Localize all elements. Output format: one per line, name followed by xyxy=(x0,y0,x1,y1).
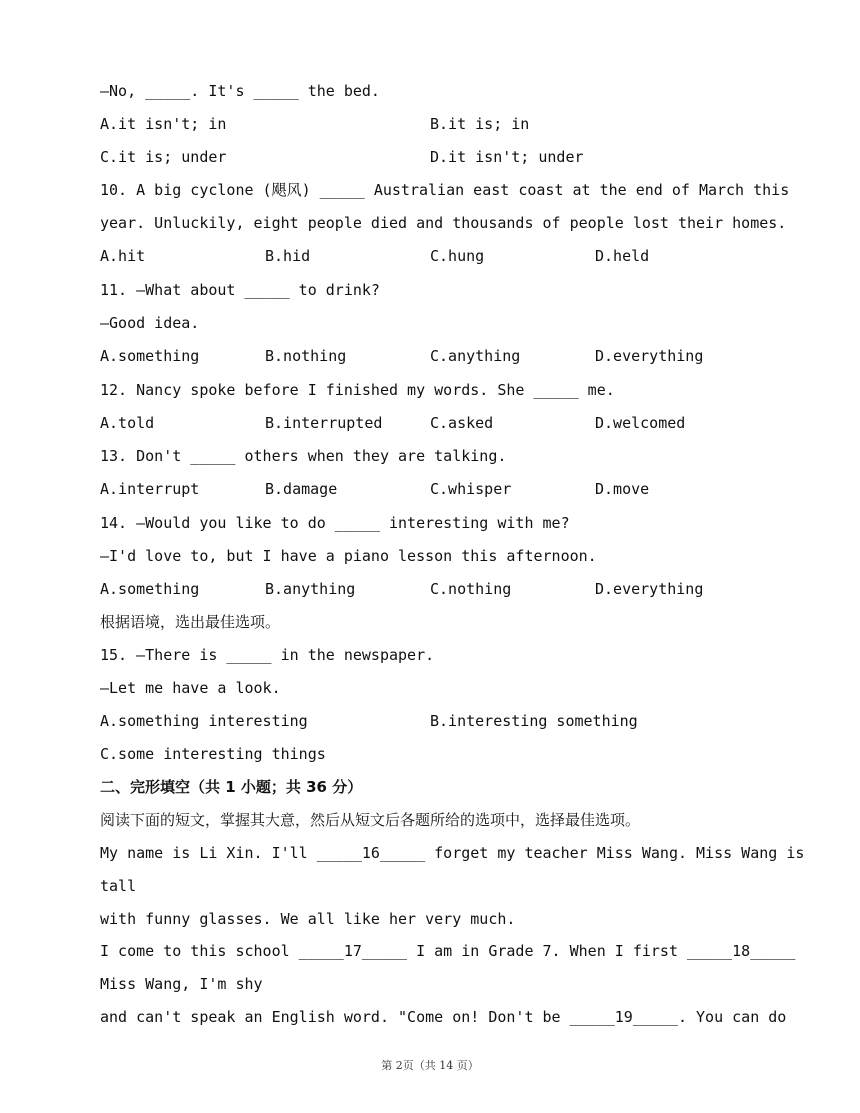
q15-option-b: B.interesting something xyxy=(430,712,638,730)
q11-response: —Good idea. xyxy=(100,314,200,332)
q11-stem: 11. —What about _____ to drink? xyxy=(100,281,380,299)
q14-option-c: C.nothing xyxy=(430,580,512,598)
q14-option-a: A.something xyxy=(100,580,200,598)
q14-response: —I'd love to, but I have a piano lesson this afternoon. xyxy=(100,547,597,565)
q12-option-b: B.interrupted xyxy=(265,414,383,432)
q11-option-b: B.nothing xyxy=(265,347,347,365)
q15-option-a: A.something interesting xyxy=(100,712,308,730)
instruction-line: 根据语境，选出最佳选项。 xyxy=(100,613,281,631)
q9-option-a: A.it isn't; in xyxy=(100,115,227,133)
q14-stem: 14. —Would you like to do _____ interesting with me? xyxy=(100,514,570,532)
passage-line: tall xyxy=(100,877,137,895)
q14-option-b: B.anything xyxy=(265,580,356,598)
q15-option-c: C.some interesting things xyxy=(100,745,326,763)
q10-stem-line1: 10. A big cyclone (飓风) _____ Australian east coast at the end of March this xyxy=(100,181,790,199)
q13-stem: 13. Don't _____ others when they are talking. xyxy=(100,447,507,465)
q13-option-b: B.damage xyxy=(265,480,338,498)
q10-stem-line2: year. Unluckily, eight people died and thousands of people lost their homes. xyxy=(100,214,787,232)
q13-option-d: D.move xyxy=(595,480,650,498)
passage-line: I come to this school _____17_____ I am in Grade 7. When I first _____18_____ xyxy=(100,942,796,960)
q11-option-a: A.something xyxy=(100,347,200,365)
passage-line: Miss Wang, I'm shy xyxy=(100,975,263,993)
q10-option-d: D.held xyxy=(595,247,650,265)
q9-option-c: C.it is; under xyxy=(100,148,227,166)
q15-stem: 15. —There is _____ in the newspaper. xyxy=(100,646,435,664)
passage-line: My name is Li Xin. I'll _____16_____ forget my teacher Miss Wang. Miss Wang is xyxy=(100,844,805,862)
q12-option-c: C.asked xyxy=(430,414,494,432)
q9-answer-line: —No, _____. It's _____ the bed. xyxy=(100,82,380,100)
q12-option-d: D.welcomed xyxy=(595,414,686,432)
passage-line: and can't speak an English word. "Come on! Don't be _____19_____. You can do xyxy=(100,1008,787,1026)
q12-option-a: A.told xyxy=(100,414,155,432)
q14-option-d: D.everything xyxy=(595,580,704,598)
q13-option-c: C.whisper xyxy=(430,480,512,498)
q11-option-d: D.everything xyxy=(595,347,704,365)
section-instruction: 阅读下面的短文，掌握其大意，然后从短文后各题所给的选项中，选择最佳选项。 xyxy=(100,811,641,829)
q10-option-a: A.hit xyxy=(100,247,146,265)
q12-stem: 12. Nancy spoke before I finished my words. She _____ me. xyxy=(100,381,615,399)
page-footer: 第 2页（共 14 页） xyxy=(381,1059,479,1072)
section-heading: 二、完形填空（共 1 小题；共 36 分） xyxy=(100,778,363,796)
q15-response: —Let me have a look. xyxy=(100,679,281,697)
q13-option-a: A.interrupt xyxy=(100,480,200,498)
q9-option-d: D.it isn't; under xyxy=(430,148,584,166)
q11-option-c: C.anything xyxy=(430,347,521,365)
q10-option-c: C.hung xyxy=(430,247,485,265)
passage-line: with funny glasses. We all like her very much. xyxy=(100,910,516,928)
q10-option-b: B.hid xyxy=(265,247,311,265)
q9-option-b: B.it is; in xyxy=(430,115,530,133)
